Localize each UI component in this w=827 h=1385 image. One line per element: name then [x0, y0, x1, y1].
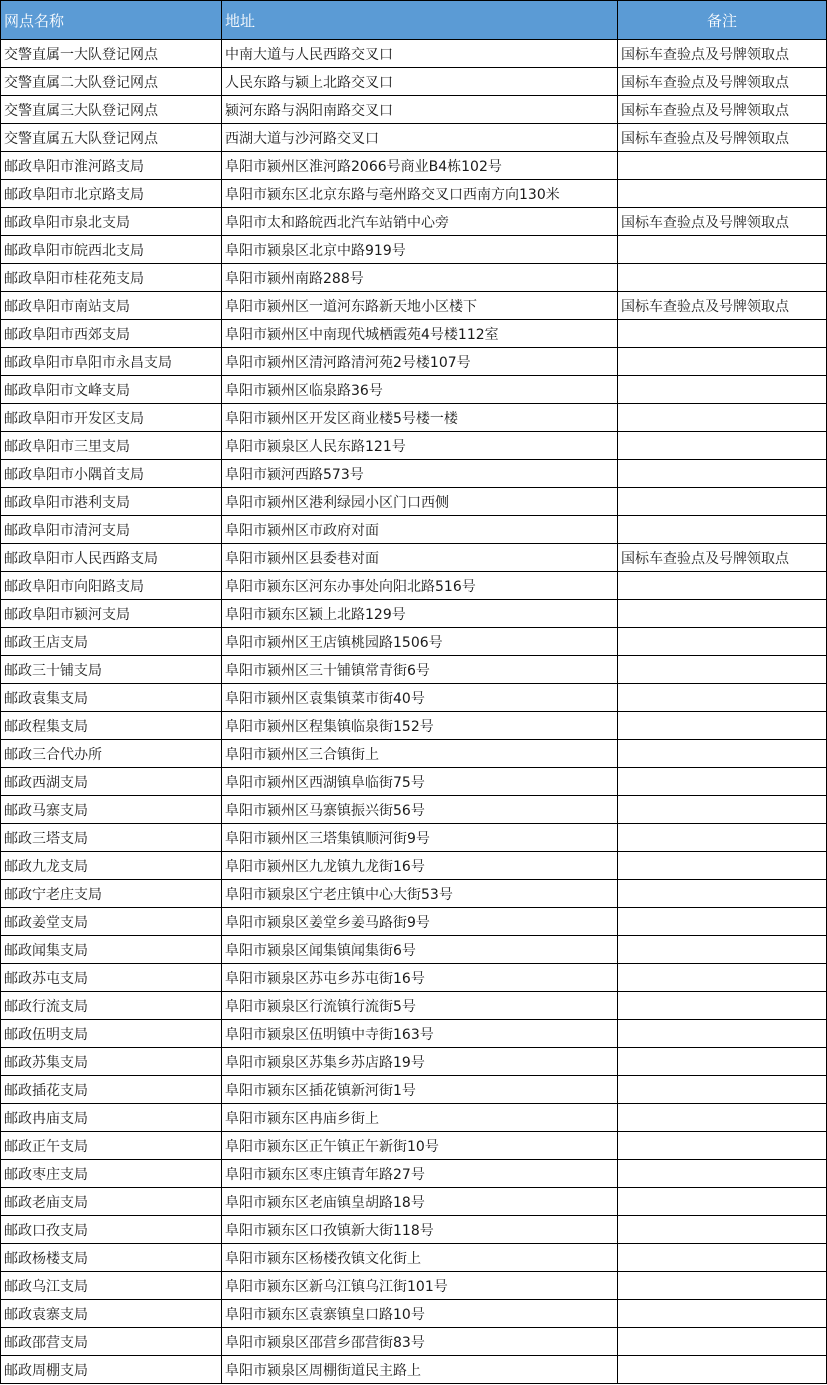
cell-address: 阜阳市颍州区清河路清河苑2号楼107号 [222, 348, 618, 376]
cell-remark [618, 936, 827, 964]
cell-name: 邮政阜阳市淮河路支局 [1, 152, 222, 180]
cell-remark [618, 1356, 827, 1384]
cell-remark [618, 348, 827, 376]
table-row [1, 740, 827, 768]
cell-name: 邮政阜阳市小隅首支局 [1, 460, 222, 488]
cell-remark: 国标车查验点及号牌领取点 [618, 544, 827, 572]
table-row [1, 264, 827, 292]
cell-name: 邮政阜阳市开发区支局 [1, 404, 222, 432]
cell-remark [618, 852, 827, 880]
cell-remark [618, 1300, 827, 1328]
cell-address: 阜阳市颍州区市政府对面 [222, 516, 618, 544]
table-row [1, 432, 827, 460]
cell-name: 邮政阜阳市文峰支局 [1, 376, 222, 404]
table-row [1, 208, 827, 236]
cell-address: 阜阳市颍州南路288号 [222, 264, 618, 292]
cell-remark [618, 572, 827, 600]
cell-address: 阜阳市颍泉区闻集镇闻集街6号 [222, 936, 618, 964]
cell-remark [618, 656, 827, 684]
cell-remark [618, 460, 827, 488]
cell-remark [618, 404, 827, 432]
cell-remark [618, 796, 827, 824]
cell-name: 邮政伍明支局 [1, 1020, 222, 1048]
table-row [1, 572, 827, 600]
cell-name: 交警直属五大队登记网点 [1, 124, 222, 152]
cell-address: 阜阳市颍州区袁集镇菜市街40号 [222, 684, 618, 712]
cell-remark [618, 1216, 827, 1244]
cell-name: 邮政老庙支局 [1, 1188, 222, 1216]
cell-address: 阜阳市颍河西路573号 [222, 460, 618, 488]
cell-name: 邮政三十铺支局 [1, 656, 222, 684]
cell-remark [618, 1328, 827, 1356]
cell-name: 邮政口孜支局 [1, 1216, 222, 1244]
table-row [1, 292, 827, 320]
cell-name: 邮政闻集支局 [1, 936, 222, 964]
column-header-remark: 备注 [618, 1, 827, 40]
cell-address: 阜阳市颍东区颍上北路129号 [222, 600, 618, 628]
cell-remark [618, 264, 827, 292]
cell-name: 邮政阜阳市三里支局 [1, 432, 222, 460]
table-row [1, 628, 827, 656]
table-row [1, 1020, 827, 1048]
cell-name: 邮政阜阳市港利支局 [1, 488, 222, 516]
cell-address: 阜阳市颍州区西湖镇阜临街75号 [222, 768, 618, 796]
cell-remark [618, 152, 827, 180]
table-row [1, 1300, 827, 1328]
cell-remark [618, 1076, 827, 1104]
cell-address: 阜阳市颍州区三合镇街上 [222, 740, 618, 768]
cell-remark [618, 600, 827, 628]
table-row [1, 1104, 827, 1132]
cell-name: 交警直属三大队登记网点 [1, 96, 222, 124]
cell-remark [618, 376, 827, 404]
cell-remark: 国标车查验点及号牌领取点 [618, 124, 827, 152]
cell-remark [618, 964, 827, 992]
table-row [1, 1188, 827, 1216]
cell-name: 邮政阜阳市北京路支局 [1, 180, 222, 208]
cell-name: 邮政王店支局 [1, 628, 222, 656]
cell-remark [618, 516, 827, 544]
cell-name: 邮政程集支局 [1, 712, 222, 740]
table-row [1, 96, 827, 124]
cell-name: 邮政正午支局 [1, 1132, 222, 1160]
cell-remark [618, 628, 827, 656]
cell-address: 阜阳市颍东区新乌江镇乌江街101号 [222, 1272, 618, 1300]
table-row [1, 712, 827, 740]
cell-name: 邮政阜阳市西郊支局 [1, 320, 222, 348]
table-row [1, 1160, 827, 1188]
cell-address: 阜阳市颍东区插花镇新河街1号 [222, 1076, 618, 1104]
cell-address: 阜阳市颍东区冉庙乡街上 [222, 1104, 618, 1132]
table-row [1, 348, 827, 376]
cell-address: 阜阳市颍东区枣庄镇青年路27号 [222, 1160, 618, 1188]
cell-name: 邮政阜阳市桂花苑支局 [1, 264, 222, 292]
cell-remark [618, 320, 827, 348]
cell-remark: 国标车查验点及号牌领取点 [618, 68, 827, 96]
cell-name: 邮政阜阳市颍河支局 [1, 600, 222, 628]
cell-address: 阜阳市颍州区开发区商业楼5号楼一楼 [222, 404, 618, 432]
table-row [1, 488, 827, 516]
table-row [1, 1272, 827, 1300]
table-row [1, 908, 827, 936]
cell-name: 邮政苏集支局 [1, 1048, 222, 1076]
cell-remark [618, 992, 827, 1020]
cell-remark [618, 1048, 827, 1076]
table-row [1, 656, 827, 684]
cell-address: 阜阳市颍州区淮河路2066号商业B4栋102号 [222, 152, 618, 180]
table-row [1, 320, 827, 348]
cell-remark: 国标车查验点及号牌领取点 [618, 40, 827, 68]
cell-remark: 国标车查验点及号牌领取点 [618, 96, 827, 124]
cell-remark [618, 768, 827, 796]
table-row [1, 1132, 827, 1160]
cell-address: 阜阳市颍泉区周棚街道民主路上 [222, 1356, 618, 1384]
cell-name: 邮政周棚支局 [1, 1356, 222, 1384]
cell-address: 阜阳市颍州区港利绿园小区门口西侧 [222, 488, 618, 516]
table-row [1, 544, 827, 572]
table-row [1, 824, 827, 852]
cell-name: 邮政杨楼支局 [1, 1244, 222, 1272]
cell-name: 邮政邵营支局 [1, 1328, 222, 1356]
table-row [1, 852, 827, 880]
cell-address: 阜阳市颍州区一道河东路新天地小区楼下 [222, 292, 618, 320]
cell-remark: 国标车查验点及号牌领取点 [618, 292, 827, 320]
cell-address: 西湖大道与沙河路交叉口 [222, 124, 618, 152]
table-row [1, 964, 827, 992]
table-row [1, 880, 827, 908]
table-row [1, 40, 827, 68]
cell-remark [618, 488, 827, 516]
cell-name: 邮政插花支局 [1, 1076, 222, 1104]
cell-name: 邮政袁集支局 [1, 684, 222, 712]
table-row [1, 68, 827, 96]
cell-name: 邮政阜阳市阜阳市永昌支局 [1, 348, 222, 376]
table-row [1, 768, 827, 796]
cell-name: 邮政行流支局 [1, 992, 222, 1020]
cell-address: 阜阳市颍泉区行流镇行流街5号 [222, 992, 618, 1020]
cell-name: 邮政姜堂支局 [1, 908, 222, 936]
cell-address: 阜阳市颍州区马寨镇振兴街56号 [222, 796, 618, 824]
cell-remark [618, 1244, 827, 1272]
cell-address: 阜阳市颍东区正午镇正午新街10号 [222, 1132, 618, 1160]
cell-name: 邮政枣庄支局 [1, 1160, 222, 1188]
cell-name: 邮政阜阳市皖西北支局 [1, 236, 222, 264]
cell-remark: 国标车查验点及号牌领取点 [618, 208, 827, 236]
table-row [1, 1244, 827, 1272]
cell-address: 阜阳市颍州区王店镇桃园路1506号 [222, 628, 618, 656]
table-row [1, 684, 827, 712]
table-row [1, 180, 827, 208]
table-row [1, 992, 827, 1020]
table-row [1, 1216, 827, 1244]
cell-address: 阜阳市颍东区河东办事处向阳北路516号 [222, 572, 618, 600]
cell-address: 阜阳市颍泉区伍明镇中寺街163号 [222, 1020, 618, 1048]
cell-address: 阜阳市颍州区程集镇临泉街152号 [222, 712, 618, 740]
cell-remark [618, 1104, 827, 1132]
cell-name: 邮政三塔支局 [1, 824, 222, 852]
cell-remark [618, 824, 827, 852]
cell-address: 阜阳市颍东区袁寨镇皇口路10号 [222, 1300, 618, 1328]
cell-remark [618, 1272, 827, 1300]
cell-remark [618, 684, 827, 712]
table-row [1, 404, 827, 432]
cell-address: 阜阳市颍州区中南现代城栖霞苑4号楼112室 [222, 320, 618, 348]
cell-name: 邮政西湖支局 [1, 768, 222, 796]
table-row [1, 1328, 827, 1356]
cell-remark [618, 880, 827, 908]
cell-remark [618, 1020, 827, 1048]
cell-name: 邮政阜阳市泉北支局 [1, 208, 222, 236]
cell-name: 邮政阜阳市南站支局 [1, 292, 222, 320]
cell-address: 阜阳市颍泉区苏屯乡苏屯街16号 [222, 964, 618, 992]
cell-name: 邮政袁寨支局 [1, 1300, 222, 1328]
cell-name: 交警直属一大队登记网点 [1, 40, 222, 68]
cell-remark [618, 180, 827, 208]
table-row [1, 236, 827, 264]
table-row [1, 152, 827, 180]
cell-remark [618, 1160, 827, 1188]
table-row [1, 1076, 827, 1104]
cell-address: 阜阳市颍州区临泉路36号 [222, 376, 618, 404]
table-row [1, 516, 827, 544]
cell-address: 阜阳市颍泉区姜堂乡姜马路街9号 [222, 908, 618, 936]
cell-address: 阜阳市颍东区老庙镇皇胡路18号 [222, 1188, 618, 1216]
cell-address: 阜阳市太和路皖西北汽车站销中心旁 [222, 208, 618, 236]
cell-address: 阜阳市颍泉区北京中路919号 [222, 236, 618, 264]
column-header-name: 网点名称 [1, 1, 222, 40]
table-row [1, 936, 827, 964]
cell-address: 阜阳市颍东区杨楼孜镇文化街上 [222, 1244, 618, 1272]
cell-remark [618, 1188, 827, 1216]
cell-name: 邮政三合代办所 [1, 740, 222, 768]
cell-name: 邮政马寨支局 [1, 796, 222, 824]
cell-address: 阜阳市颍泉区邵营乡邵营街83号 [222, 1328, 618, 1356]
cell-name: 交警直属二大队登记网点 [1, 68, 222, 96]
table-row [1, 796, 827, 824]
cell-name: 邮政阜阳市人民西路支局 [1, 544, 222, 572]
cell-remark [618, 1132, 827, 1160]
cell-name: 邮政阜阳市向阳路支局 [1, 572, 222, 600]
cell-address: 阜阳市颍东区北京东路与亳州路交叉口西南方向130米 [222, 180, 618, 208]
cell-remark [618, 740, 827, 768]
cell-address: 人民东路与颍上北路交叉口 [222, 68, 618, 96]
cell-name: 邮政九龙支局 [1, 852, 222, 880]
cell-remark [618, 712, 827, 740]
cell-address: 中南大道与人民西路交叉口 [222, 40, 618, 68]
cell-remark [618, 432, 827, 460]
table-header [1, 1, 827, 40]
cell-name: 邮政冉庙支局 [1, 1104, 222, 1132]
cell-name: 邮政阜阳市清河支局 [1, 516, 222, 544]
table-row [1, 124, 827, 152]
cell-address: 阜阳市颍州区九龙镇九龙街16号 [222, 852, 618, 880]
cell-address: 颍河东路与涡阳南路交叉口 [222, 96, 618, 124]
table-row [1, 1048, 827, 1076]
cell-address: 阜阳市颍州区县委巷对面 [222, 544, 618, 572]
cell-name: 邮政乌江支局 [1, 1272, 222, 1300]
cell-address: 阜阳市颍州区三十铺镇常青街6号 [222, 656, 618, 684]
cell-address: 阜阳市颍泉区人民东路121号 [222, 432, 618, 460]
cell-name: 邮政苏屯支局 [1, 964, 222, 992]
table-body [1, 40, 827, 1384]
cell-name: 邮政宁老庄支局 [1, 880, 222, 908]
column-header-address: 地址 [222, 1, 618, 40]
cell-address: 阜阳市颍州区三塔集镇顺河街9号 [222, 824, 618, 852]
table-row [1, 1356, 827, 1384]
table-row [1, 460, 827, 488]
cell-remark [618, 236, 827, 264]
table-row [1, 600, 827, 628]
cell-remark [618, 908, 827, 936]
cell-address: 阜阳市颍东区口孜镇新大街118号 [222, 1216, 618, 1244]
cell-address: 阜阳市颍泉区苏集乡苏店路19号 [222, 1048, 618, 1076]
table-row [1, 376, 827, 404]
header-row [1, 1, 827, 40]
cell-address: 阜阳市颍泉区宁老庄镇中心大街53号 [222, 880, 618, 908]
